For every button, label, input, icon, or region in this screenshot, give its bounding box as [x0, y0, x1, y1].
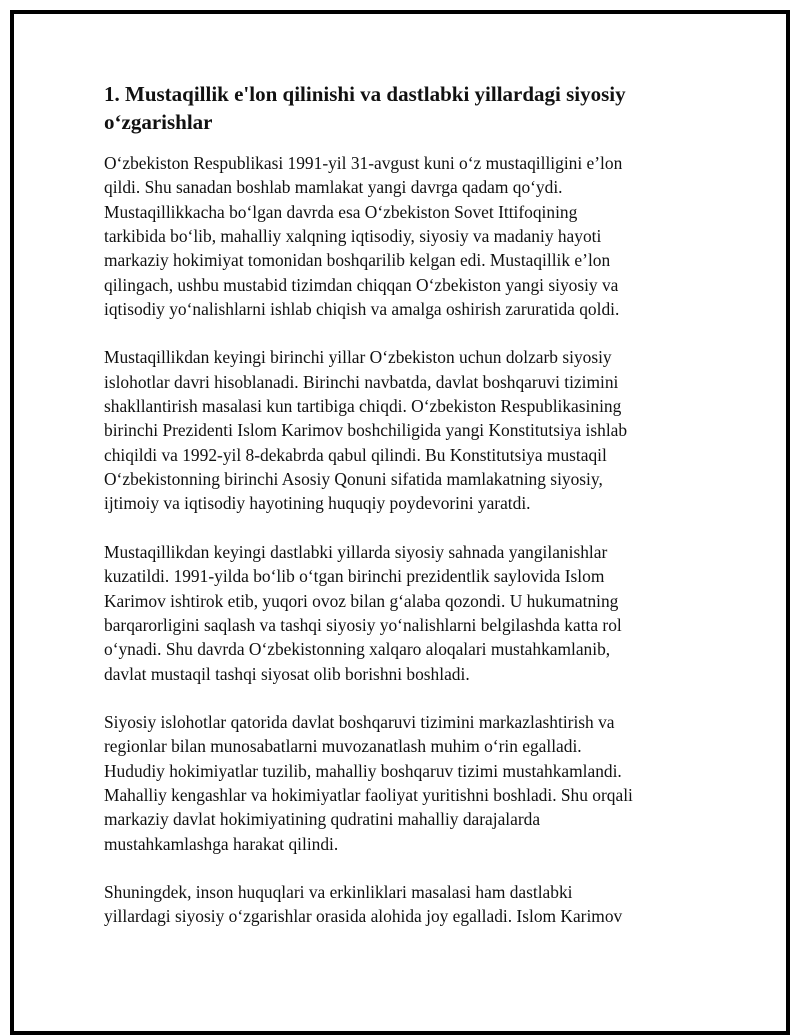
text-line: qilingach, ushbu mustabid tizimdan chiqqan O‘zbekiston yangi siyosiy va [104, 274, 619, 295]
text-line: Hududiy hokimiyatlar tuzilib, mahalliy boshqaruv tizimi mustahkamlandi. [104, 760, 622, 781]
text-line: ijtimoiy va iqtisodiy hayotining huquqiy poydevorini yaratdi. [104, 493, 531, 514]
text-line: iqtisodiy yo‘nalishlarni ishlab chiqish va amalga oshirish zaruratida qoldi. [104, 299, 620, 320]
text-line: islohotlar davri hisoblanadi. Birinchi navbatda, davlat boshqaruvi tizimini [104, 371, 619, 392]
text-line: davlat mustaqil tashqi siyosat olib borishni boshladi. [104, 663, 470, 684]
section-heading [104, 80, 666, 136]
text-line: Mustaqillikkacha bo‘lgan davrda esa O‘zbekiston Sovet Ittifoqining [104, 201, 578, 222]
text-line: markaziy hokimiyat tomonidan boshqarilib kelgan edi. Mustaqillik e’lon [104, 250, 611, 271]
paragraph [104, 710, 666, 856]
text-line: regionlar bilan munosabatlarni muvozanatlash muhim o‘rin egalladi. [104, 736, 582, 757]
text-line: Mahalliy kengashlar va hokimiyatlar faoliyat yuritishni boshladi. Shu orqali [104, 784, 633, 805]
text-line: chiqildi va 1992-yil 8-dekabrda qabul qilindi. Bu Konstitutsiya mustaqil [104, 444, 607, 465]
paragraph [104, 345, 666, 515]
text-line: O‘zbekiston Respublikasi 1991-yil 31-avgust kuni o‘z mustaqilligini e’lon [104, 153, 623, 173]
text-line: markaziy davlat hokimiyatining qudratini mahalliy darajalarda [104, 809, 541, 830]
text-line: o‘ynadi. Shu davrda O‘zbekistonning xalqaro aloqalari mustahkamlanib, [104, 639, 611, 660]
text-line: Siyosiy islohotlar qatorida davlat boshqaruvi tizimini markazlashtirish va [104, 711, 615, 732]
text-line: Shuningdek, inson huquqlari va erkinliklari masalasi ham dastlabki [104, 881, 573, 902]
text-line: mustahkamlashga harakat qilindi. [104, 833, 339, 854]
text-line: shakllantirish masalasi kun tartibiga chiqdi. O‘zbekiston Respublikasining [104, 396, 622, 417]
text-line: Mustaqillikdan keyingi birinchi yillar O‘zbekiston uchun dolzarb siyosiy [104, 347, 612, 368]
paragraph [104, 880, 666, 929]
text-line: qildi. Shu sanadan boshlab mamlakat yangi davrga qadam qo‘ydi. [104, 177, 563, 198]
paragraph [104, 540, 666, 686]
paragraph [104, 151, 666, 321]
text-line: kuzatildi. 1991-yilda bo‘lib o‘tgan birinchi prezidentlik saylovida Islom [104, 566, 605, 587]
text-line: O‘zbekistonning birinchi Asosiy Qonuni sifatida mamlakatning siyosiy, [104, 469, 603, 490]
text-line: birinchi Prezidenti Islom Karimov boshchiligida yangi Konstitutsiya ishlab [104, 420, 628, 441]
heading-line: 1. Mustaqillik e'lon qilinishi va dastlabki yillardagi siyosiy [104, 82, 626, 106]
text-line: yillardagi siyosiy o‘zgarishlar orasida alohida joy egalladi. Islom Karimov [104, 906, 623, 927]
text-line: Karimov ishtirok etib, yuqori ovoz bilan g‘alaba qozondi. U hukumatning [104, 590, 619, 611]
text-line: Mustaqillikdan keyingi dastlabki yillarda siyosiy sahnada yangilanishlar [104, 541, 608, 562]
text-line: barqarorligini saqlash va tashqi siyosiy yo‘nalishlarni belgilashda katta rol [104, 614, 622, 635]
text-line: tarkibida bo‘lib, mahalliy xalqning iqtisodiy, siyosiy va madaniy hayoti [104, 226, 602, 247]
document-body [104, 80, 666, 953]
heading-line: o‘zgarishlar [104, 110, 213, 134]
